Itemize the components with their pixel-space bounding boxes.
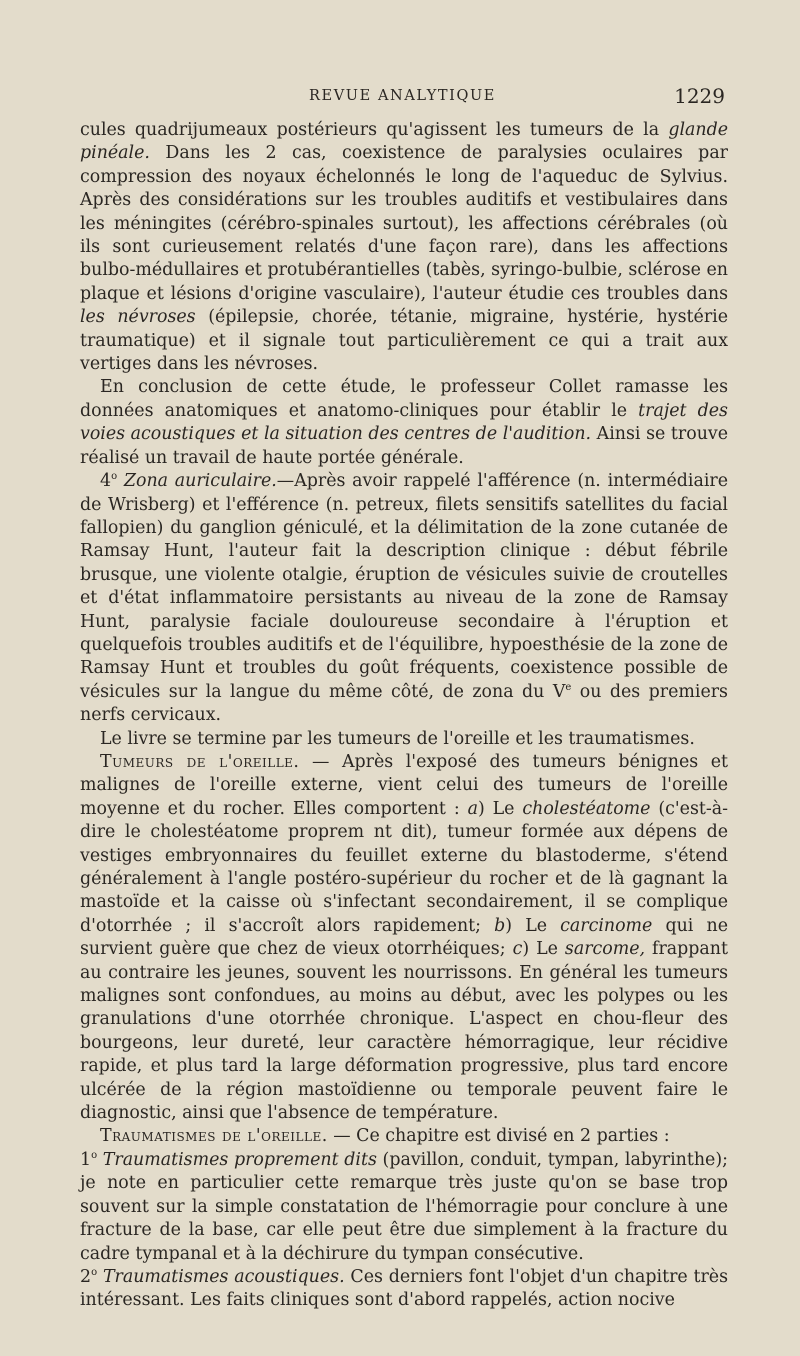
text-run: Ces derniers font l'objet d'un chapitre très intéressant. Les faits cliniques sont d'abord rappelés, action nocive xyxy=(80,1266,729,1311)
italic-run: Zona auriculaire. xyxy=(123,471,277,492)
text-run: ou des premiers nerfs cervicaux. xyxy=(80,681,728,726)
list-letter: a xyxy=(467,798,478,819)
text-run: Dans les 2 cas, coexistence de paralysies oculaires par compression des noyaux échelonnés le long de l'aqueduc de Sylvius. Après des considérations sur les troubles auditifs et vestibulaires dans les méningites (cérébro-spinales surtout), les affections cérébrales (où ils sont curieusement relatés d'une façon rare), dans les affections bulbo-médullaires et protubérantielles (tabès, syringo-bulbie, sclérose en plaque et lésions d'origine vasculaire), l'auteur étudie ces troubles dans xyxy=(80,143,728,304)
superscript: o xyxy=(91,1150,98,1162)
list-letter: c xyxy=(512,939,523,960)
text-run: Le livre se termine par les tumeurs de l'oreille et les traumatismes. xyxy=(100,728,695,749)
text-run: ) Le xyxy=(505,915,561,936)
text-run: (c'est-à-dire le cholestéatome proprem nt dit), tumeur formée aux dépens de vestiges embryonnaires du feuillet externe du blastoderme, s'étend généralement à l'angle postéro-supérieur du rocher et de là gagnant la mastoïde et la caisse où s'infectant secondairement, il se complique d'otorrhée ; il s'accroît alors rapidement; xyxy=(80,798,728,936)
paragraph xyxy=(80,119,728,376)
text-run: (pavillon, conduit, tympan, labyrinthe); je note en particulier cette remarque très juste qu'on se base trop souvent sur la simple constatation de l'hémorragie pour conclure à une fracture de la base, car elle peut être due simplement à la fracture du cadre tympanal et à la déchirure du tympan consécutive. xyxy=(80,1149,728,1264)
italic-run: Traumatismes acoustiques. xyxy=(102,1266,345,1287)
paragraph xyxy=(80,1149,728,1266)
text-run: qui ne survient guère que chez de vieux otorrhéiques; xyxy=(80,915,728,960)
superscript: e xyxy=(565,681,572,693)
paragraph xyxy=(80,1125,728,1148)
paragraph xyxy=(80,1266,728,1313)
paragraph xyxy=(80,751,728,1126)
text-run: —Après avoir rappelé l'afférence (n. intermédiaire de Wrisberg) et l'efférence (n. petreux, filets sensitifs satellites du facial fallopien) du ganglion géniculé, et la délimitation de la zone cutanée de Ramsay Hunt, l'auteur fait la description clinique : début fébrile brusque, une violente otalgie, éruption de vésicules suivie de croutelles et d'état inflammatoire persistants au niveau de la zone de Ramsay Hunt, paralysie faciale douloureuse secondaire à l'éruption et quelquefois troubles auditifs et de l'équilibre, hypoesthésie de la zone de Ramsay Hunt et troubles du goût fréquents, coexistence possible de vésicules sur la langue du même côté, de zona du V xyxy=(80,471,728,702)
text-run: Ainsi se trouve réalisé un travail de haute portée générale. xyxy=(80,424,729,468)
italic-run: trajet des voies acoustiques et la situation des centres de l'audition. xyxy=(80,400,728,445)
section-heading: Traumatismes de l'oreille. xyxy=(100,1126,328,1147)
italic-run: glande pinéale. xyxy=(80,120,728,164)
article-body xyxy=(80,119,728,1313)
text-run: frappant au contraire les jeunes, souvent les nourrissons. En général les tumeurs malignes sont confondues, au moins au début, avec les polypes ou les granulations d'une otorrhée chronique. L'aspect en chou-fleur des bourgeons, leur dureté, leur caractère hémorragique, leur récidive rapide, et plus tard la large déformation progressive, plus tard encore ulcérée de la région mastoïdienne ou temporale peuvent faire le diagnostic, ainsi que l'absence de température. xyxy=(80,939,728,1124)
section-number: 1 xyxy=(80,1149,92,1170)
text-run: (épilepsie, chorée, tétanie, migraine, hystérie, hystérie traumatique) et il signale tout particulièrement ce qui a trait aux vertiges dans les névroses. xyxy=(80,307,728,375)
text-run: cules quadrijumeaux postérieurs qu'agissent les tumeurs de la xyxy=(80,120,669,140)
text-run: En conclusion de cette étude, le professeur Collet ramasse les données anatomiques et anatomo-cliniques pour établir le xyxy=(80,377,728,421)
italic-run: sarcome, xyxy=(564,939,646,960)
journal-title: REVUE ANALYTIQUE xyxy=(309,88,496,104)
text-run: ) Le xyxy=(477,798,523,819)
superscript: o xyxy=(111,471,118,483)
italic-run: Traumatismes proprement dits xyxy=(102,1149,377,1170)
superscript: o xyxy=(91,1267,98,1279)
running-header xyxy=(80,84,725,110)
paragraph xyxy=(80,728,728,751)
text-run: — Après l'exposé des tumeurs bénignes et malignes de l'oreille externe, vient celui des tumeurs de l'oreille moyenne et du rocher. Elles comportent : xyxy=(80,751,728,819)
section-heading: Tumeurs de l'oreille. xyxy=(100,751,300,772)
page-number: 1229 xyxy=(674,84,725,108)
italic-run: carcinome xyxy=(560,915,653,936)
text-run: ) Le xyxy=(522,939,565,960)
paragraph xyxy=(80,470,728,727)
italic-run: cholestéatome xyxy=(522,798,651,819)
list-letter: b xyxy=(494,915,506,936)
paragraph xyxy=(80,376,728,470)
italic-run: les névroses xyxy=(80,307,196,328)
section-number: 4 xyxy=(100,471,112,492)
text-run: — Ce chapitre est divisé en 2 parties : xyxy=(327,1126,670,1147)
section-number: 2 xyxy=(80,1266,92,1287)
